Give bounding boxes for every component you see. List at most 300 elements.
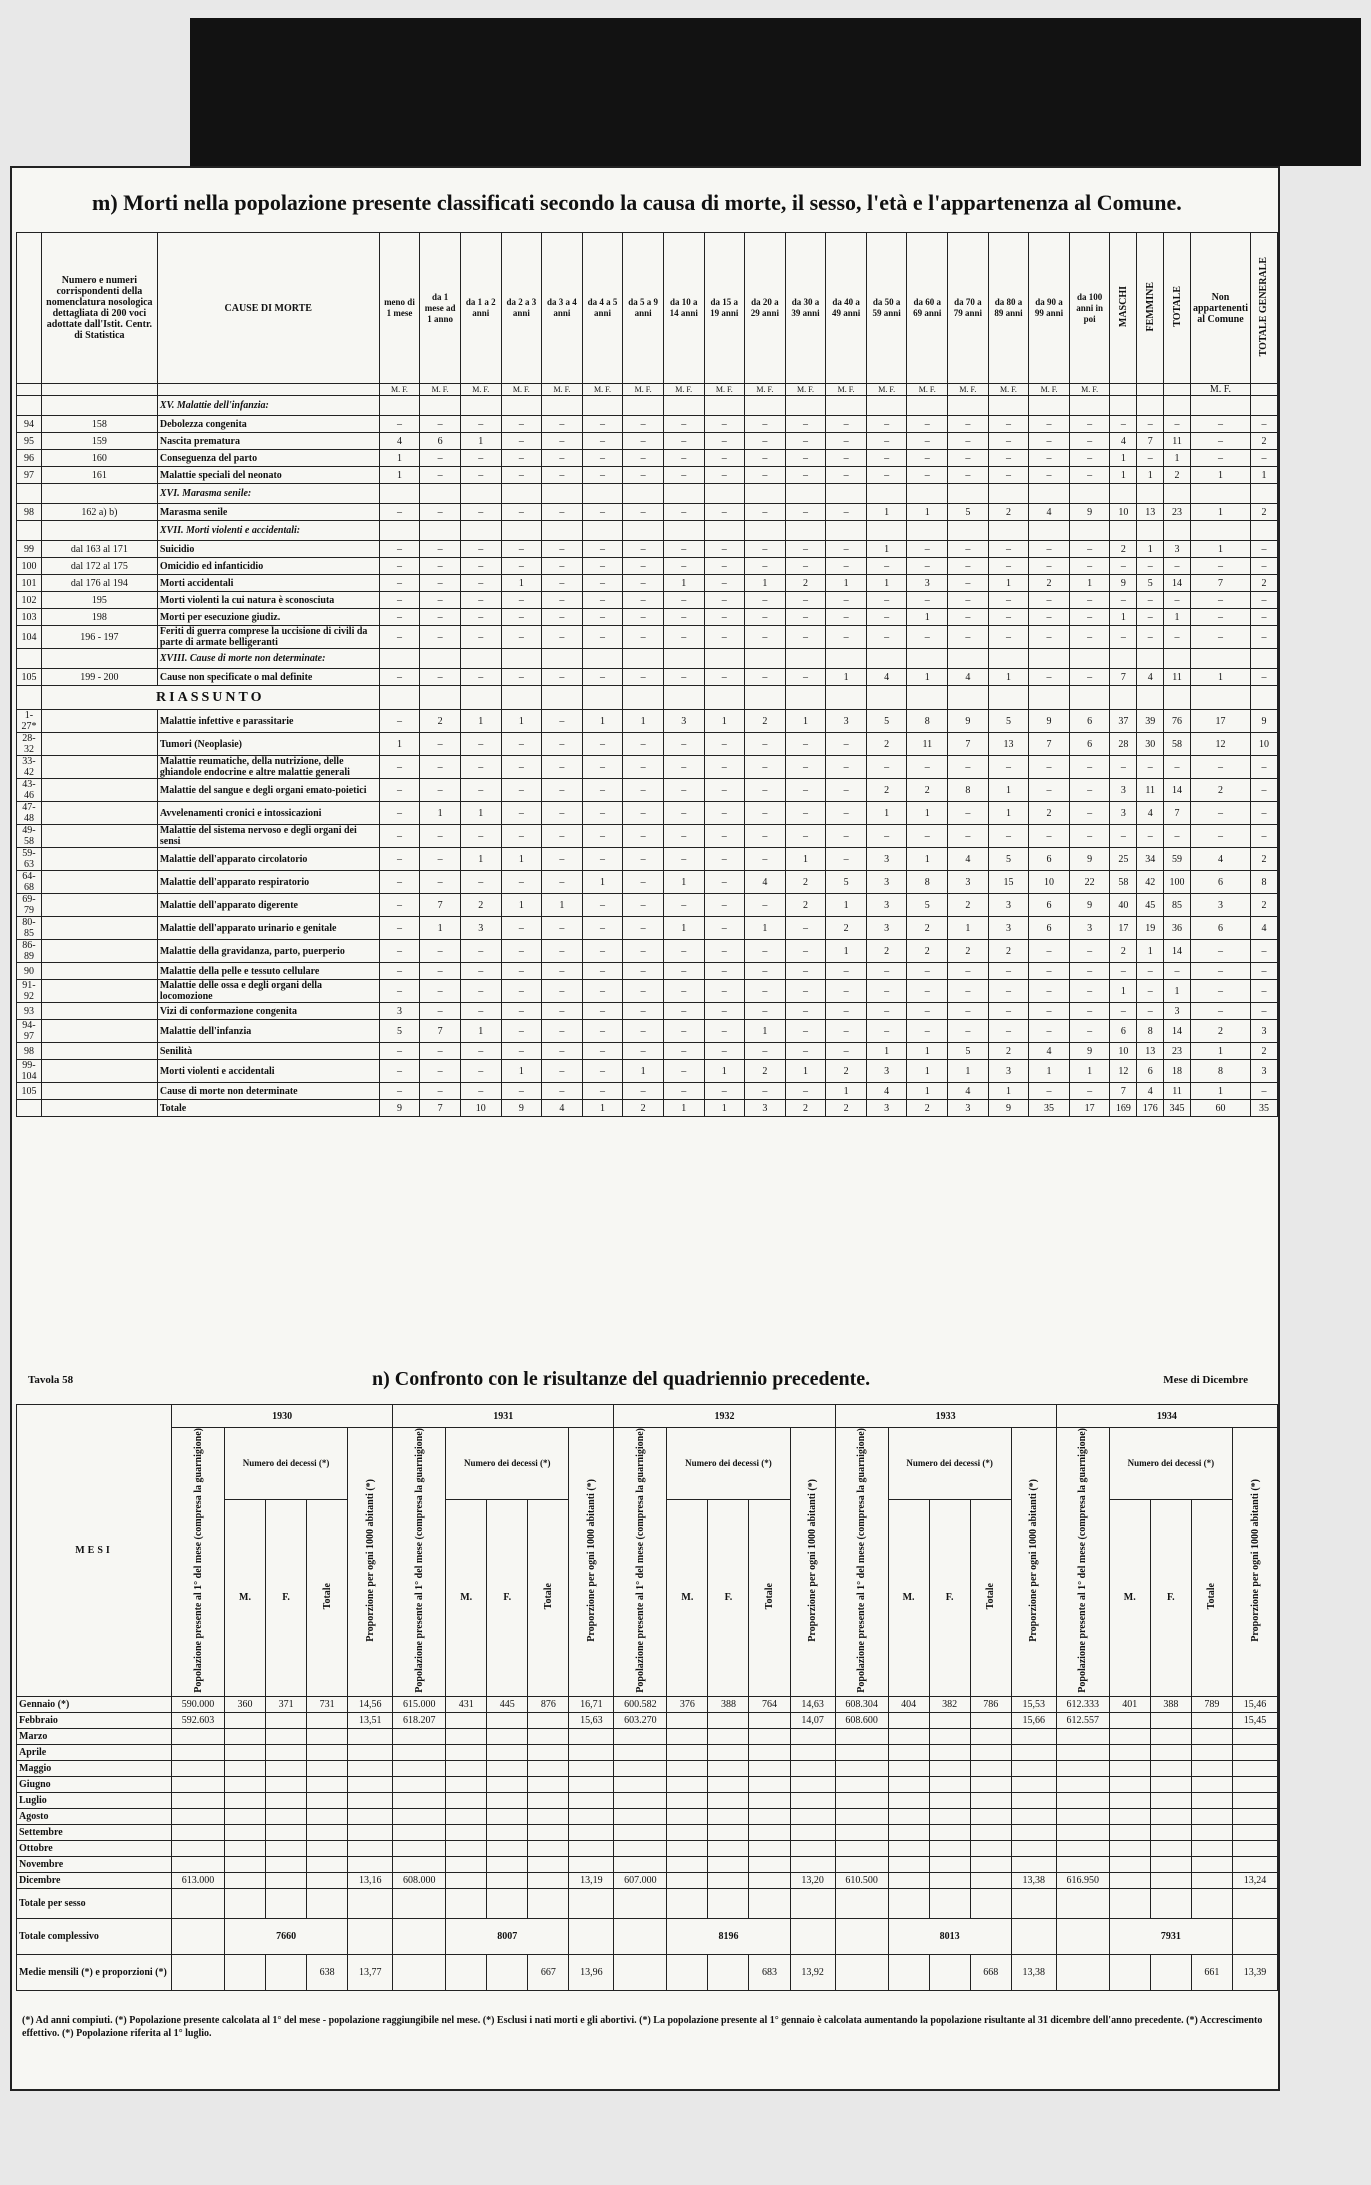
blank-cell — [708, 1888, 749, 1918]
total-value: 1 — [1190, 1043, 1250, 1060]
age-value: 3 — [379, 1003, 420, 1020]
age-value: – — [826, 963, 867, 980]
total-value: 345 — [1164, 1100, 1191, 1117]
population-value — [172, 1856, 225, 1872]
month-name: Dicembre — [17, 1872, 172, 1888]
age-value: – — [826, 609, 867, 626]
age-value: 1 — [988, 575, 1029, 592]
age-value: 1 — [663, 917, 704, 940]
age-value: – — [663, 1020, 704, 1043]
age-value: – — [623, 575, 664, 592]
cause-name: Malattie delle ossa e degli organi della locomozione — [157, 980, 379, 1003]
blank-cell — [17, 521, 42, 541]
blank-cell — [266, 1954, 307, 1990]
sex-subheader: M. F. — [785, 384, 826, 396]
male-deaths — [888, 1824, 929, 1840]
population-header — [1056, 1428, 1109, 1697]
nomenclature-code — [41, 1020, 157, 1043]
age-value: – — [460, 669, 501, 686]
total-value: 4 — [1137, 802, 1164, 825]
month-name: Novembre — [17, 1856, 172, 1872]
age-value: – — [704, 558, 745, 575]
blank-cell — [988, 396, 1029, 416]
age-value: – — [582, 1083, 623, 1100]
age-value: – — [663, 963, 704, 980]
age-value: – — [501, 940, 542, 963]
total-value: – — [1137, 963, 1164, 980]
total-value: – — [1110, 1003, 1137, 1020]
age-value: – — [663, 980, 704, 1003]
age-value: – — [1069, 541, 1110, 558]
proportion-header — [790, 1428, 835, 1697]
male-deaths — [1109, 1824, 1150, 1840]
age-value: – — [785, 558, 826, 575]
age-value: 4 — [379, 433, 420, 450]
proportion-value — [1233, 1760, 1278, 1776]
blank-cell — [1069, 396, 1110, 416]
male-deaths — [1109, 1872, 1150, 1888]
age-value: – — [379, 963, 420, 980]
age-value: – — [1029, 1003, 1070, 1020]
age-value: 1 — [785, 1060, 826, 1083]
female-deaths — [266, 1760, 307, 1776]
totale-complessivo-row — [17, 1918, 1278, 1954]
age-value: – — [1069, 1020, 1110, 1043]
age-value: – — [745, 1083, 786, 1100]
proportion-header-text: Proporzione per ogni 1000 abitanti (*) — [807, 1479, 819, 1642]
female-deaths — [1150, 1744, 1191, 1760]
blank-cell — [542, 396, 583, 416]
total-value: 3 — [1250, 1020, 1277, 1043]
proportion-value — [569, 1744, 614, 1760]
age-value: – — [785, 980, 826, 1003]
cause-name: Debolezza congenita — [157, 416, 379, 433]
age-value: – — [542, 980, 583, 1003]
age-value: – — [1069, 802, 1110, 825]
population-value — [835, 1760, 888, 1776]
female-deaths — [708, 1792, 749, 1808]
age-value: – — [542, 871, 583, 894]
population-value — [614, 1792, 667, 1808]
sex-subheader: M. F. — [582, 384, 623, 396]
age-value: 2 — [785, 1100, 826, 1117]
total-value: 1 — [1190, 669, 1250, 686]
proportion-value: 15,45 — [1233, 1712, 1278, 1728]
male-deaths — [225, 1712, 266, 1728]
medie-total: 668 — [970, 1954, 1011, 1990]
sex-subheader: M. F. — [826, 384, 867, 396]
age-value: – — [542, 1020, 583, 1043]
blank-cell — [172, 1918, 225, 1954]
proportion-value — [348, 1824, 393, 1840]
population-header-text: Popolazione presente al 1° del mese (compresa la guarnigione) — [1077, 1428, 1089, 1693]
age-value: – — [1069, 980, 1110, 1003]
proportion-value: 15,53 — [1011, 1696, 1056, 1712]
age-group-header: da 2 a 3 anni — [501, 233, 542, 384]
cause-name: Malattie dell'apparato circolatorio — [157, 848, 379, 871]
deaths-header: Numero dei decessi (*) — [888, 1428, 1011, 1500]
total-value: 25 — [1110, 848, 1137, 871]
age-value: – — [826, 450, 867, 467]
blank-cell — [393, 1888, 446, 1918]
blank-cell — [379, 521, 420, 541]
age-value: – — [826, 779, 867, 802]
proportion-value — [569, 1840, 614, 1856]
blank-cell — [663, 649, 704, 669]
male-deaths — [667, 1872, 708, 1888]
row-index: 99 — [17, 541, 42, 558]
age-value: – — [582, 592, 623, 609]
age-value: 1 — [988, 802, 1029, 825]
nomenclature-code — [41, 871, 157, 894]
cause-name: Malattie della pelle e tessuto cellulare — [157, 963, 379, 980]
age-value: – — [948, 802, 989, 825]
age-value: – — [582, 626, 623, 649]
age-value: – — [501, 756, 542, 779]
blank-cell — [667, 1954, 708, 1990]
age-value: 6 — [1029, 894, 1070, 917]
total-deaths — [970, 1824, 1011, 1840]
nomenclature-code — [41, 894, 157, 917]
sex-subheader: M. F. — [460, 384, 501, 396]
total-deaths: 789 — [1191, 1696, 1232, 1712]
age-value: 1 — [948, 917, 989, 940]
total-deaths — [749, 1856, 790, 1872]
age-value: – — [785, 1020, 826, 1043]
nomenclature-code: 159 — [41, 433, 157, 450]
blank-cell — [835, 1918, 888, 1954]
age-value: – — [379, 756, 420, 779]
age-value: – — [948, 467, 989, 484]
female-deaths — [708, 1776, 749, 1792]
complessivo-value: 8196 — [667, 1918, 790, 1954]
male-deaths — [225, 1872, 266, 1888]
age-value: – — [785, 467, 826, 484]
blank-cell — [460, 484, 501, 504]
cause-name: Tumori (Neoplasie) — [157, 733, 379, 756]
month-row — [17, 1856, 1278, 1872]
blank-cell — [582, 649, 623, 669]
age-value: – — [379, 1043, 420, 1060]
proportion-value — [348, 1792, 393, 1808]
proportion-value — [1233, 1728, 1278, 1744]
age-value: – — [785, 917, 826, 940]
blank-cell — [420, 484, 461, 504]
proportion-value: 13,19 — [569, 1872, 614, 1888]
population-value — [172, 1824, 225, 1840]
population-value — [614, 1856, 667, 1872]
blank-cell — [582, 686, 623, 710]
age-value: 2 — [907, 1100, 948, 1117]
riassunto-row — [17, 802, 1278, 825]
age-value: – — [663, 1003, 704, 1020]
population-value: 616.950 — [1056, 1872, 1109, 1888]
nomenclature-code — [41, 756, 157, 779]
population-value — [1056, 1792, 1109, 1808]
blank-cell — [835, 1954, 888, 1990]
age-value: – — [623, 1020, 664, 1043]
total-deaths — [307, 1824, 348, 1840]
male-deaths — [1109, 1856, 1150, 1872]
blank-cell — [266, 1888, 307, 1918]
population-value: 603.270 — [614, 1712, 667, 1728]
male-deaths — [888, 1856, 929, 1872]
population-value — [172, 1744, 225, 1760]
age-value: 10 — [460, 1100, 501, 1117]
age-value: – — [826, 848, 867, 871]
age-value: 5 — [866, 710, 907, 733]
male-deaths — [225, 1808, 266, 1824]
total-deaths — [1191, 1808, 1232, 1824]
nomenclature-code — [41, 825, 157, 848]
age-value: – — [663, 1060, 704, 1083]
riassunto-row — [17, 894, 1278, 917]
male-deaths — [1109, 1792, 1150, 1808]
month-row — [17, 1840, 1278, 1856]
sex-subheader: M. F. — [1190, 384, 1250, 396]
total-deaths — [307, 1776, 348, 1792]
age-value: – — [420, 450, 461, 467]
proportion-value — [790, 1744, 835, 1760]
age-value: – — [379, 1083, 420, 1100]
blank-cell — [501, 649, 542, 669]
age-value: – — [745, 733, 786, 756]
age-value: – — [948, 626, 989, 649]
male-deaths — [225, 1824, 266, 1840]
total-value: 36 — [1164, 917, 1191, 940]
age-value: – — [1029, 609, 1070, 626]
blank-cell — [826, 484, 867, 504]
month-name: Ottobre — [17, 1840, 172, 1856]
age-value: 9 — [1069, 1043, 1110, 1060]
age-value: 3 — [988, 894, 1029, 917]
total-value: 37 — [1110, 710, 1137, 733]
nomenclature-code — [41, 710, 157, 733]
age-value: – — [542, 940, 583, 963]
total-deaths — [528, 1712, 569, 1728]
totale-header: TOTALE — [1164, 233, 1191, 384]
row-index: 64-68 — [17, 871, 42, 894]
year-header: 1930 — [172, 1405, 393, 1428]
cause-name: Vizi di conformazione congenita — [157, 1003, 379, 1020]
age-value: 22 — [1069, 871, 1110, 894]
age-value: – — [988, 541, 1029, 558]
age-value: – — [866, 756, 907, 779]
population-value: 618.207 — [393, 1712, 446, 1728]
age-value: – — [420, 558, 461, 575]
age-value: – — [826, 558, 867, 575]
female-deaths — [266, 1728, 307, 1744]
age-value: – — [948, 609, 989, 626]
age-value: 8 — [948, 779, 989, 802]
blank-cell — [172, 1888, 225, 1918]
population-value — [1056, 1808, 1109, 1824]
age-value: 2 — [826, 1060, 867, 1083]
total-value: 1 — [1190, 504, 1250, 521]
cause-name: Malattie della gravidanza, parto, puerperio — [157, 940, 379, 963]
age-value: 35 — [1029, 1100, 1070, 1117]
blank-cell — [866, 396, 907, 416]
complessivo-value: 8007 — [446, 1918, 569, 1954]
age-value: – — [866, 1003, 907, 1020]
table-row — [17, 416, 1278, 433]
blank-cell — [1011, 1918, 1056, 1954]
age-value: – — [623, 802, 664, 825]
age-value: – — [379, 541, 420, 558]
table-row — [17, 575, 1278, 592]
proportion-value — [348, 1728, 393, 1744]
total-value: 7 — [1190, 575, 1250, 592]
age-value: 9 — [948, 710, 989, 733]
female-deaths — [487, 1792, 528, 1808]
age-value: – — [988, 1020, 1029, 1043]
age-value: – — [785, 416, 826, 433]
age-value: 2 — [785, 871, 826, 894]
blank-cell — [1029, 649, 1070, 669]
age-value: – — [988, 592, 1029, 609]
row-index: 86-89 — [17, 940, 42, 963]
proportion-value: 16,71 — [569, 1696, 614, 1712]
age-value: – — [379, 710, 420, 733]
total-deaths: 731 — [307, 1696, 348, 1712]
table-n — [12, 1404, 1282, 1991]
blank-cell — [929, 1954, 970, 1990]
age-value: – — [1069, 756, 1110, 779]
age-value: – — [460, 980, 501, 1003]
total-value: – — [1110, 963, 1137, 980]
population-value: 613.000 — [172, 1872, 225, 1888]
blank-cell — [1137, 384, 1164, 396]
total-deaths — [970, 1760, 1011, 1776]
proportion-value: 15,46 — [1233, 1696, 1278, 1712]
blank-cell — [988, 521, 1029, 541]
total-value: 8 — [1190, 1060, 1250, 1083]
proportion-value — [348, 1808, 393, 1824]
total-value: – — [1250, 980, 1277, 1003]
month-name: Settembre — [17, 1824, 172, 1840]
blank-cell — [749, 1888, 790, 1918]
age-value: – — [745, 416, 786, 433]
month-row — [17, 1744, 1278, 1760]
age-value: 1 — [379, 467, 420, 484]
blank-cell — [988, 686, 1029, 710]
row-index: 95 — [17, 433, 42, 450]
age-value: – — [420, 416, 461, 433]
age-value: 2 — [745, 710, 786, 733]
age-value: – — [542, 416, 583, 433]
total-value: – — [1137, 592, 1164, 609]
age-value: – — [623, 558, 664, 575]
total-value: 10 — [1250, 733, 1277, 756]
age-value: – — [745, 504, 786, 521]
medie-total: 638 — [307, 1954, 348, 1990]
age-value: – — [582, 450, 623, 467]
age-value: 1 — [907, 802, 948, 825]
blank-cell — [1190, 521, 1250, 541]
female-deaths — [708, 1856, 749, 1872]
total-value: 40 — [1110, 894, 1137, 917]
blank-cell — [907, 649, 948, 669]
total-value: 12 — [1190, 733, 1250, 756]
age-value: – — [988, 609, 1029, 626]
medie-proportion: 13,38 — [1011, 1954, 1056, 1990]
row-index: 47-48 — [17, 802, 42, 825]
population-header — [393, 1428, 446, 1697]
female-deaths — [1150, 1808, 1191, 1824]
total-header — [1191, 1499, 1232, 1696]
blank-cell — [907, 484, 948, 504]
proportion-value — [790, 1792, 835, 1808]
population-value — [835, 1824, 888, 1840]
total-value: 10 — [1110, 504, 1137, 521]
total-value: – — [1190, 609, 1250, 626]
section-heading: XVI. Marasma senile: — [157, 484, 379, 504]
sex-subheader: M. F. — [623, 384, 664, 396]
year-header: 1931 — [393, 1405, 614, 1428]
age-value: – — [501, 871, 542, 894]
age-group-header: da 30 a 39 anni — [785, 233, 826, 384]
total-value: 4 — [1250, 917, 1277, 940]
row-index: 97 — [17, 467, 42, 484]
total-value: 100 — [1164, 871, 1191, 894]
age-value: – — [542, 710, 583, 733]
age-value: 2 — [866, 733, 907, 756]
month-label: Mese di Dicembre — [1163, 1374, 1248, 1386]
age-value: – — [420, 825, 461, 848]
proportion-header-text: Proporzione per ogni 1000 abitanti (*) — [1028, 1479, 1040, 1642]
age-value: – — [460, 756, 501, 779]
male-header: M. — [446, 1499, 487, 1696]
male-deaths — [667, 1744, 708, 1760]
blank-cell — [929, 1888, 970, 1918]
proportion-header — [348, 1428, 393, 1697]
age-value: – — [663, 450, 704, 467]
total-value: – — [1164, 416, 1191, 433]
total-deaths — [528, 1760, 569, 1776]
age-value: – — [542, 963, 583, 980]
total-value: – — [1190, 825, 1250, 848]
row-index: 49-58 — [17, 825, 42, 848]
age-value: 4 — [948, 669, 989, 686]
cause-name: Senilità — [157, 1043, 379, 1060]
age-value: – — [379, 848, 420, 871]
proportion-value — [569, 1808, 614, 1824]
nomenclature-code — [41, 779, 157, 802]
population-value — [1056, 1776, 1109, 1792]
female-deaths — [929, 1840, 970, 1856]
age-group-header: da 15 a 19 anni — [704, 233, 745, 384]
total-value: 10 — [1110, 1043, 1137, 1060]
total-value: 2 — [1250, 894, 1277, 917]
age-value: – — [866, 963, 907, 980]
month-row — [17, 1696, 1278, 1712]
medie-proportion: 13,39 — [1233, 1954, 1278, 1990]
age-value: 4 — [542, 1100, 583, 1117]
age-value: – — [582, 609, 623, 626]
age-value: 1 — [663, 575, 704, 592]
male-deaths — [225, 1760, 266, 1776]
male-deaths — [446, 1776, 487, 1792]
total-value: 3 — [1164, 1003, 1191, 1020]
age-value: – — [704, 1003, 745, 1020]
total-value: 1 — [1164, 609, 1191, 626]
age-value: 3 — [948, 871, 989, 894]
blank-cell — [1233, 1918, 1278, 1954]
age-value: – — [1069, 1083, 1110, 1100]
age-value: – — [1029, 626, 1070, 649]
age-value: 1 — [379, 733, 420, 756]
age-value: – — [623, 940, 664, 963]
